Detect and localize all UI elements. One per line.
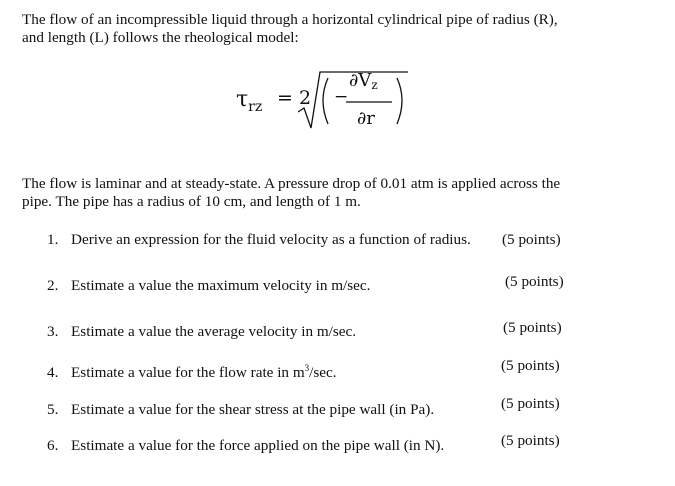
question-5-points: (5 points) [501, 395, 560, 412]
intro-line-2: and length (L) follows the rheological model: [22, 29, 299, 46]
question-1-points: (5 points) [502, 231, 561, 248]
condition-line-1: The flow is laminar and at steady-state. A pressure drop of 0.01 atm is applied across the [22, 175, 561, 192]
cubic-exponent: 3 [304, 362, 310, 373]
condition-paragraph [22, 175, 662, 211]
equation-equals: = 2 [277, 87, 312, 109]
question-4-points: (5 points) [501, 357, 560, 374]
question-2-points: (5 points) [505, 273, 564, 290]
intro-paragraph [22, 11, 662, 47]
equation-numerator: ∂Vz [349, 70, 378, 92]
intro-line-1: The flow of an incompressible liquid through a horizontal cylindrical pipe of radius (R), [22, 11, 558, 28]
equation-numerator-subscript: z [371, 78, 378, 92]
condition-line-2: pipe. The pipe has a radius of 10 cm, and length of 1 m. [22, 193, 361, 210]
equation-minus: − [334, 87, 349, 107]
question-6-points: (5 points) [501, 432, 560, 449]
equation-lhs-subscript: rz [248, 99, 263, 115]
question-3-points: (5 points) [503, 319, 562, 336]
equation-lhs: $\tau_{rz}$ [236, 87, 263, 115]
equation-denominator: ∂r [357, 108, 375, 129]
rheological-equation [236, 68, 416, 138]
